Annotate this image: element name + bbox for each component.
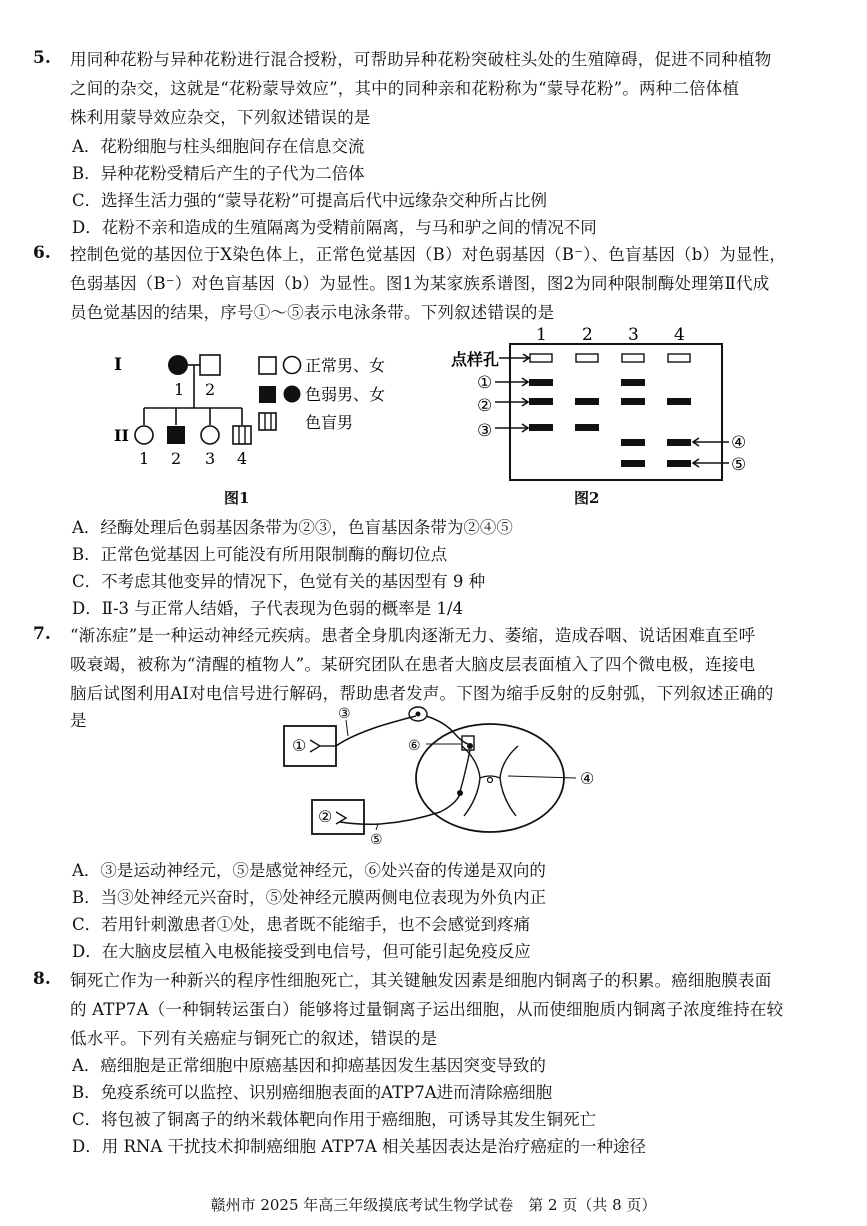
option-b: B．异种花粉受精后产生的子代为二倍体 <box>72 164 365 183</box>
option-c: C．不考虑其他变异的情况下，色觉有关的基因型有 9 种 <box>72 572 486 591</box>
stem-line: 是 <box>70 711 87 730</box>
question-number: 8. <box>33 969 51 989</box>
normal-male-symbol <box>200 355 220 375</box>
band <box>621 460 645 467</box>
electrophoresis-figure <box>445 318 765 488</box>
sample-well <box>530 354 552 362</box>
legend-label: 正常男、女 <box>305 356 386 375</box>
band <box>621 379 645 386</box>
stem-line: 吸衰竭，被称为“清醒的植物人”。某研究团队在患者大脑皮层表面植入了四个微电极，连接电 <box>70 655 756 674</box>
lane-number: 2 <box>582 325 593 345</box>
generation-label: I <box>114 355 122 375</box>
question-number: 6. <box>33 243 51 263</box>
option-b: B．当③处神经元兴奋时，⑤处神经元膜两侧电位表现为外负内正 <box>72 888 547 907</box>
page-footer: 赣州市 2025 年高三年级摸底考试生物学试卷 第 2 页（共 8 页） <box>210 1196 657 1214</box>
band <box>575 398 599 405</box>
reflex-label: ② <box>318 807 333 826</box>
option-c: C．选择生活力强的“蒙导花粉”可提高后代中远缘杂交种所占比例 <box>72 191 547 210</box>
normal-female-symbol <box>201 426 219 444</box>
affected-female-symbol <box>168 355 188 375</box>
band-marker: ② <box>477 396 493 416</box>
colorblind-male-symbol <box>233 426 251 444</box>
sample-well <box>576 354 598 362</box>
reflex-label: ④ <box>580 769 595 788</box>
stem-line: 脑后试图利用AI对电信号进行解码，帮助患者发声。下图为缩手反射的反射弧，下列叙述正确的 <box>70 684 774 703</box>
stem-line: 铜死亡作为一种新兴的程序性细胞死亡，其关键触发因素是细胞内铜离子的积累。癌细胞膜表面 <box>70 971 772 990</box>
band <box>621 398 645 405</box>
legend-label: 色盲男 <box>305 413 354 432</box>
individual-number: 2 <box>171 449 182 468</box>
individual-number: 1 <box>174 380 185 399</box>
individual-number: 3 <box>205 449 216 468</box>
stem-line: 株利用蒙导效应杂交，下列叙述错误的是 <box>70 108 371 127</box>
band <box>529 379 553 386</box>
band <box>667 439 691 446</box>
stem-line: 的 ATP7A（一种铜转运蛋白）能够将过量铜离子运出细胞，从而使细胞质内铜离子浓度维持在较 <box>70 1000 784 1019</box>
generation-label: II <box>114 426 129 445</box>
individual-number: 2 <box>205 380 216 399</box>
option-a: A．花粉细胞与柱头细胞间存在信息交流 <box>72 137 365 156</box>
option-c: C．若用针刺激患者①处，患者既不能缩手，也不会感觉到疼痛 <box>72 915 531 934</box>
option-d: D．在大脑皮层植入电极能接受到电信号，但可能引起免疫反应 <box>72 942 531 961</box>
band-marker: ⑤ <box>731 455 747 475</box>
question-number: 7. <box>33 624 51 644</box>
option-a: A．经酶处理后色弱基因条带为②③，色盲基因条带为②④⑤ <box>72 518 513 537</box>
option-c: C．将包被了铜离子的纳米载体靶向作用于癌细胞，可诱导其发生铜死亡 <box>72 1110 597 1129</box>
pedigree-figure <box>108 340 418 470</box>
band <box>529 424 553 431</box>
reflex-label: ① <box>292 736 307 755</box>
stem-line: “渐冻症”是一种运动神经元疾病。患者全身肌肉逐渐无力、萎缩，造成吞咽、说话困难直至呼 <box>70 626 756 645</box>
individual-number: 4 <box>237 449 248 468</box>
reflex-label: ⑤ <box>370 832 383 848</box>
figure-2-caption: 图2 <box>574 489 600 507</box>
reflex-label: ③ <box>338 706 351 722</box>
lane-number: 4 <box>674 325 685 345</box>
band <box>667 398 691 405</box>
question-number: 5. <box>33 48 51 68</box>
lane-number: 1 <box>536 325 547 345</box>
individual-number: 1 <box>139 449 150 468</box>
normal-female-symbol <box>135 426 153 444</box>
affected-male-symbol <box>167 426 185 444</box>
band <box>529 398 553 405</box>
sample-well <box>668 354 690 362</box>
option-a: A．癌细胞是正常细胞中原癌基因和抑癌基因发生基因突变导致的 <box>72 1056 546 1075</box>
legend-label: 色弱男、女 <box>305 385 386 404</box>
reflex-arc-figure <box>280 700 620 850</box>
stem-line: 低水平。下列有关癌症与铜死亡的叙述，错误的是 <box>70 1029 438 1048</box>
band <box>621 439 645 446</box>
figure-1-caption: 图1 <box>224 489 250 507</box>
stem-line: 之间的杂交，这就是“花粉蒙导效应”，其中的同种亲和花粉称为“蒙导花粉”。两种二倍体植 <box>70 79 740 98</box>
lane-number: 3 <box>628 325 639 345</box>
band-marker: ③ <box>477 421 493 441</box>
band-marker: ① <box>477 373 493 393</box>
sample-well <box>622 354 644 362</box>
band <box>575 424 599 431</box>
option-d: D．用 RNA 干扰技术抑制癌细胞 ATP7A 相关基因表达是治疗癌症的一种途径 <box>72 1137 647 1156</box>
stem-line: 员色觉基因的结果，序号①～⑤表示电泳条带。下列叙述错误的是 <box>70 303 555 322</box>
band-marker: ④ <box>731 433 747 453</box>
option-a: A．③是运动神经元，⑤是感觉神经元，⑥处兴奋的传递是双向的 <box>72 861 546 880</box>
band <box>667 460 691 467</box>
option-d: D．花粉不亲和造成的生殖隔离为受精前隔离，与马和驴之间的情况不同 <box>72 218 597 237</box>
option-b: B．正常色觉基因上可能没有所用限制酶的酶切位点 <box>72 545 448 564</box>
reflex-label: ⑥ <box>408 738 421 754</box>
stem-line: 用同种花粉与异种花粉进行混合授粉，可帮助异种花粉突破柱头处的生殖障碍，促进不同种植物 <box>70 50 772 69</box>
option-d: D．Ⅱ-3 与正常人结婚，子代表现为色弱的概率是 1/4 <box>72 599 464 618</box>
option-b: B．免疫系统可以监控、识别癌细胞表面的ATP7A进而清除癌细胞 <box>72 1083 553 1102</box>
stem-line: 控制色觉的基因位于X染色体上，正常色觉基因（B）对色弱基因（B⁻）、色盲基因（b）为显性， <box>70 245 787 264</box>
well-label: 点样孔 <box>451 350 500 369</box>
stem-line: 色弱基因（B⁻）对色盲基因（b）为显性。图1为某家族系谱图，图2为同种限制酶处理第Ⅱ代成 <box>70 274 770 293</box>
